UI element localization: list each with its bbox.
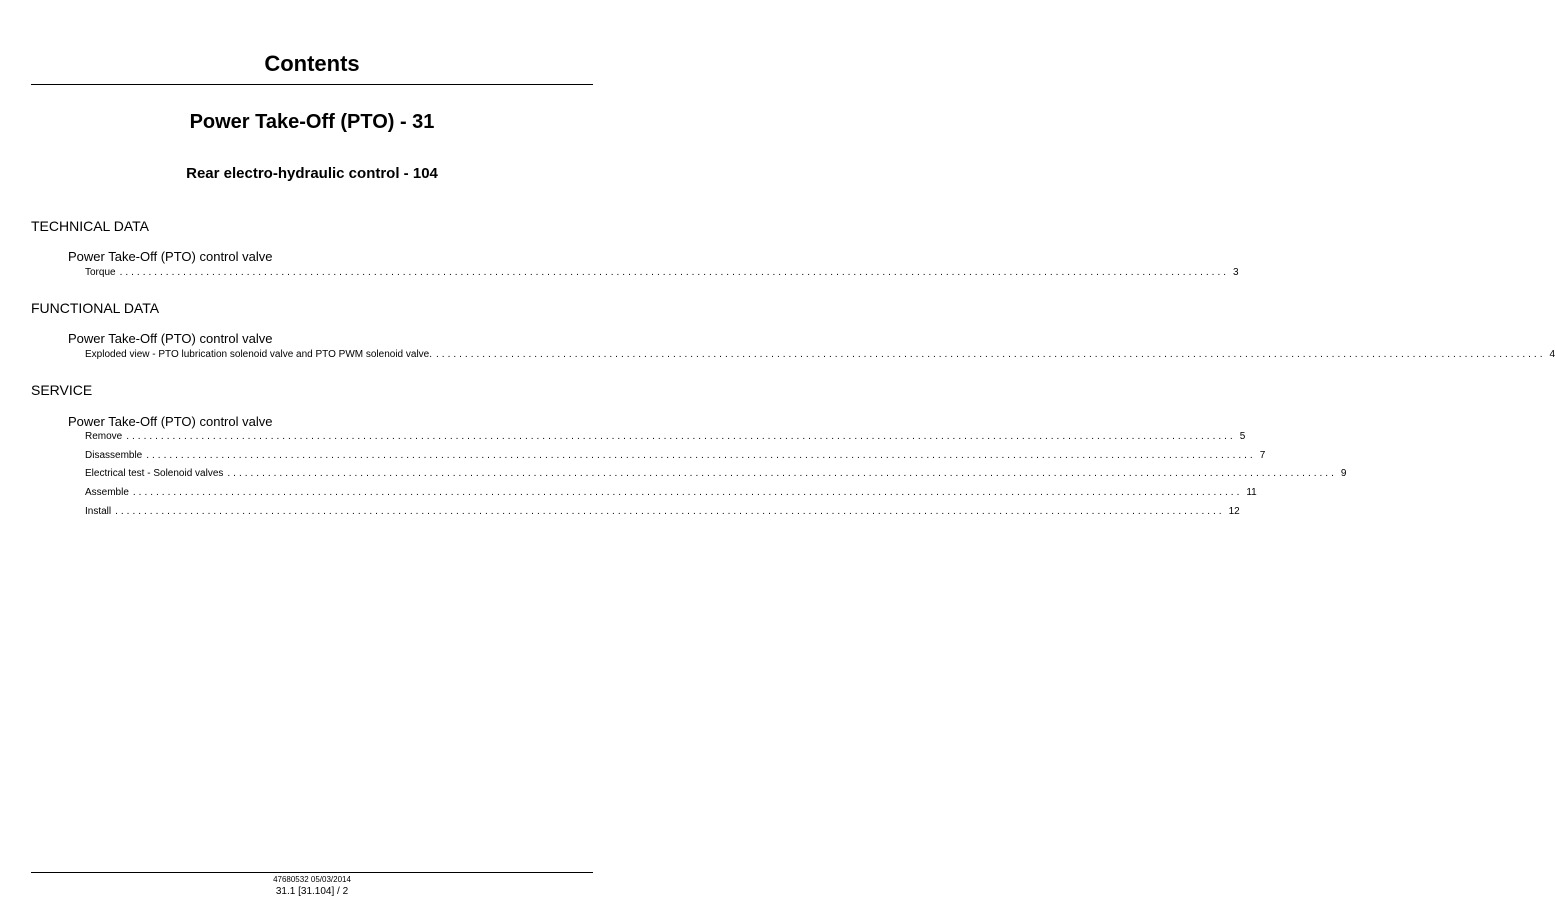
subheading-control-valve: Power Take-Off (PTO) control valve	[68, 249, 273, 264]
toc-entry-label: Exploded view - PTO lubrication solenoid valve and PTO PWM solenoid valve.	[85, 349, 433, 360]
toc-entry-page: 4	[1549, 349, 1555, 360]
toc-entry-label: Remove	[85, 431, 123, 442]
toc-entry[interactable]	[85, 266, 1239, 280]
toc-leader-dots: ................................................................................................................................................................................................	[436, 349, 1546, 360]
toc-entry-label: Electrical test - Solenoid valves	[85, 468, 224, 479]
toc-entry[interactable]	[85, 348, 1555, 362]
toc-entry[interactable]	[85, 430, 1246, 444]
toc-leader-dots: ................................................................................................................................................................................................	[146, 450, 1256, 461]
footer-doc-id: 47680532 05/03/2014	[273, 875, 351, 884]
toc-leader-dots: ................................................................................................................................................................................................	[115, 506, 1225, 517]
toc-leader-dots: ................................................................................................................................................................................................	[227, 468, 1337, 479]
toc-entry-page: 12	[1228, 506, 1240, 517]
toc-entry-page: 7	[1259, 450, 1266, 461]
toc-entry-page: 11	[1246, 487, 1257, 498]
subheading-control-valve: Power Take-Off (PTO) control valve	[68, 414, 273, 429]
toc-entry[interactable]	[85, 467, 1347, 481]
toc-entry[interactable]	[85, 449, 1266, 463]
toc-leader-dots: ................................................................................................................................................................................................	[126, 431, 1236, 442]
toc-entry-page: 9	[1340, 468, 1347, 479]
subheading-control-valve: Power Take-Off (PTO) control valve	[68, 331, 273, 346]
title-rule	[31, 84, 593, 85]
toc-entry-page: 3	[1233, 267, 1239, 278]
toc-entry[interactable]	[85, 486, 1257, 500]
chapter-title: Power Take-Off (PTO) - 31	[189, 111, 435, 133]
toc-entry-page: 5	[1239, 431, 1246, 442]
section-title: Rear electro-hydraulic control - 104	[186, 165, 438, 182]
page-title: Contents	[264, 51, 360, 76]
toc-entry-label: Torque	[85, 267, 116, 278]
group-heading-technical-data: TECHNICAL DATA	[31, 218, 149, 234]
footer-page-ref: 31.1 [31.104] / 2	[275, 886, 349, 897]
toc-leader-dots: ................................................................................................................................................................................................	[132, 487, 1243, 498]
toc-entry[interactable]	[85, 505, 1240, 519]
group-heading-functional-data: FUNCTIONAL DATA	[31, 300, 160, 316]
group-heading-service: SERVICE	[31, 382, 93, 398]
toc-entry-label: Disassemble	[85, 450, 143, 461]
toc-entry-label: Assemble	[85, 487, 129, 498]
toc-leader-dots: ................................................................................................................................................................................................	[119, 267, 1230, 278]
footer-rule	[31, 872, 593, 873]
toc-entry-label: Install	[85, 506, 112, 517]
